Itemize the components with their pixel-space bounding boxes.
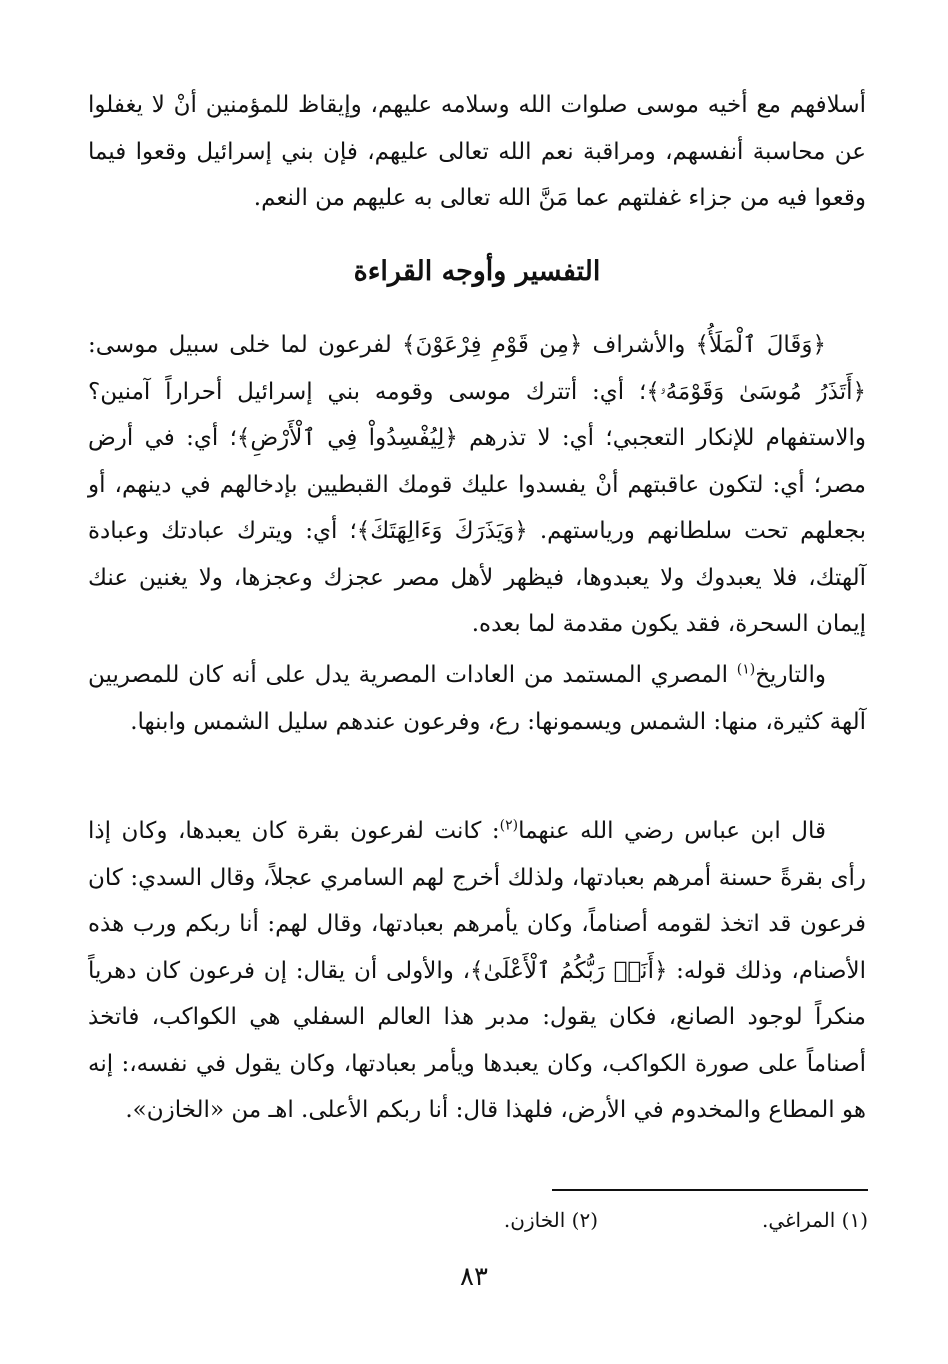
footnote-ref-2: (٢) <box>499 817 519 834</box>
footnote-ref-1: (١) <box>736 661 756 678</box>
footnotes <box>348 1205 868 1235</box>
page-number: ٨٣ <box>460 1262 488 1292</box>
tafsir-paragraph-1 <box>88 322 866 648</box>
footnote-divider <box>552 1189 868 1191</box>
intro-paragraph: أسلافهم مع أخيه موسى صلوات الله وسلامه عليهم، وإيقاظ للمؤمنين أنْ لا يغفلوا عن محاسبة أنفسهم، ومراقبة نعم الله تعالى عليهم، فإن بني إسرائيل وقعوا فيما وقعوا فيه من جزاء غفلتهم عما مَنَّ الله تعالى به عليهم من النعم. <box>88 92 866 211</box>
section-heading: التفسير وأوجه القراءة <box>353 256 601 287</box>
ibn-abbas-paragraph-lead: قال ابن عباس رضي الله عنهما <box>518 818 826 844</box>
tafsir-paragraph-1-text: ﴿وَقَالَ ٱلْمَلَأُ﴾ والأشراف ﴿مِن قَوْمِ فِرْعَوْنَ﴾ لفرعون لما خلى سبيل موسى: ﴿أَتَذَرُ مُوسَىٰ وَقَوْمَهُۥ﴾؛ أي: أتترك موسى وقومه بني إسرائيل أحراراً آمنين؟ والاستفهام للإنكار التعجبي؛ أي: لا تذرهم ﴿لِيُفْسِدُواْ فِي ٱلْأَرْضِ﴾؛ أي: في أرض مصر؛ أي: لتكون عاقبتهم أنْ يفسدوا عليك قومك القبطيين بإدخالهم في دينهم، أو بجعلهم تحت سلطانهم ورياستهم. ﴿وَيَذَرَكَ وَءَالِهَتَكَ﴾؛ أي: ويترك عبادتك وعبادة آلهتك، فلا يعبدوك ولا يعبدوها، فيظهر لأهل مصر عجزك وعجزها، ولا يغنين عنك إيمان السحرة، فقد يكون مقدمة لما بعده. <box>88 332 866 637</box>
ibn-abbas-paragraph <box>88 808 866 1134</box>
history-paragraph-text: المصري المستمد من العادات المصرية يدل على أنه كان للمصريين آلهة كثيرة، منها: الشمس ويسمونها: رع، وفرعون عندهم سليل الشمس وابنها. <box>88 662 866 735</box>
history-paragraph <box>88 652 866 745</box>
history-paragraph-lead: والتاريخ <box>755 662 826 688</box>
footnote-2: (٢) الخازن. <box>503 1208 598 1232</box>
footnote-1: (١) المراغي. <box>761 1208 868 1232</box>
ibn-abbas-paragraph-text: : كانت لفرعون بقرة كان يعبدها، وكان إذا رأى بقرةً حسنة أمرهم بعبادتها، ولذلك أخرج لهم السامري عجلاً، وقال السدي: كان فرعون قد اتخذ لقومه أصناماً، وكان يأمرهم بعبادتها، وقال لهم: أنا ربكم ورب هذه الأصنام، وذلك قوله: ﴿أَنَا۠ رَبُّكُمُ ٱلْأَعْلَىٰ﴾، والأولى أن يقال: إن فرعون كان دهرياً منكراً لوجود الصانع، فكان يقول: مدبر هذا العالم السفلي هي الكواكب، فاتخذ أصناماً على صورة الكواكب، وكان يعبدها ويأمر بعبادتها، وكان يقول في نفسه،: إنه هو المطاع والمخدوم في الأرض، فلهذا قال: أنا ربكم الأعلى. اهـ من «الخازن». <box>88 818 866 1123</box>
